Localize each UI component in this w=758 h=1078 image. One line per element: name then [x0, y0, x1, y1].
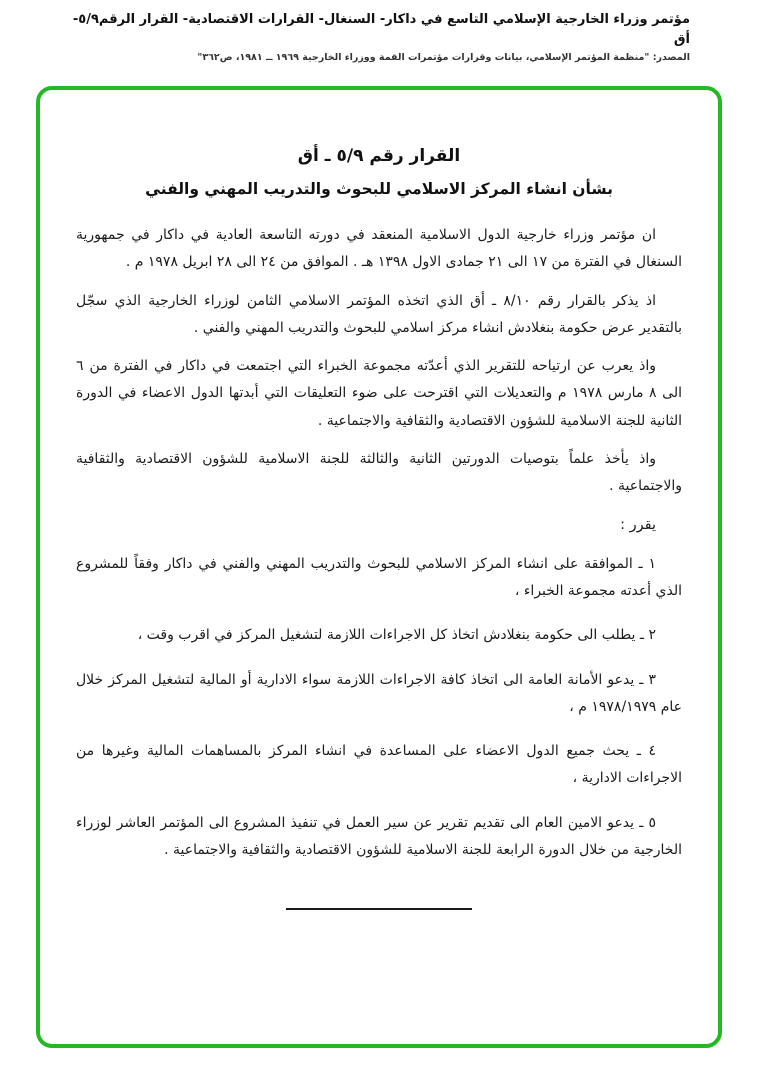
decision-item: ٤ ـ يحث جميع الدول الاعضاء على المساعدة في انشاء المركز بالمساهمات المالية وغيرها من الاجراءات الادارية ، [76, 743, 682, 787]
decides-label: يقرر : [620, 516, 656, 533]
resolution-subtitle: بشأن انشاء المركز الاسلامي للبحوث والتدريب المهني والفني [145, 180, 613, 198]
preamble-paragraph: واذ يأخذ علماً بتوصيات الدورتين الثانية والثالثة للجنة الاسلامية للشؤون الاقتصادية والثقافية والاجتماعية . [76, 451, 682, 495]
end-divider [286, 908, 472, 910]
decision-item: ٢ ـ يطلب الى حكومة بنغلادش اتخاذ كل الاجراءات اللازمة لتشغيل المركز في اقرب وقت ، [137, 627, 656, 644]
preamble-paragraph: واذ يعرب عن ارتياحه للتقرير الذي أعدّته مجموعة الخبراء التي اجتمعت في داكار في الفترة من ٦ الى ٨ مارس ١٩٧٨ م والتعديلات التي اقترحت على ضوء التعليقات التي أبدتها الدول الاعضاء في الدورة الثانية للجنة الاسلامية للشؤون الاقتصادية والثقافية والاجتماعية . [76, 358, 682, 429]
green-border-frame [36, 86, 722, 1048]
resolution-title: القرار رقم ٥/٩ ـ أق [297, 146, 461, 166]
decision-item: ٣ ـ يدعو الأمانة العامة الى اتخاذ كافة الاجراءات اللازمة سواء الادارية أو المالية لتشغيل المركز خلال عام ١٩٧٨/١٩٧٩ م ، [76, 671, 682, 715]
preamble-paragraph: ان مؤتمر وزراء خارجية الدول الاسلامية المنعقد في دورته التاسعة العادية في داكار في جمهورية السنغال في الفترة من ١٧ الى ٢١ جمادى الاول ١٣٩٨ هـ . الموافق من ٢٤ الى ٢٨ ابريل ١٩٧٨ م . [76, 227, 682, 271]
document-header-line: مؤتمر وزراء الخارجية الإسلامي التاسع في داكار- السنغال- القرارات الاقتصادية- القرار الرقم٥/٩- أق [72, 12, 690, 47]
decision-item: ٥ ـ يدعو الامين العام الى تقديم تقرير عن سير العمل في تنفيذ المشروع الى المؤتمر العاشر لوزراء الخارجية من خلال الدورة الرابعة للجنة الاسلامية للشؤون الاقتصادية والثقافية والاجتماعية . [76, 814, 682, 859]
resolution-body [40, 90, 718, 910]
document-source-line: المصدر: "منظمة المؤتمر الإسلامي، بيانات وقرارات مؤتمرات القمة ووزراء الخارجية ١٩٦٩ ــ ١٩٨١، ص٣٦٢" [197, 52, 690, 63]
preamble-paragraph: اذ يذكر بالقرار رقم ٨/١٠ ـ أق الذي اتخذه المؤتمر الاسلامي الثامن لوزراء الخارجية الذي سجّل بالتقدير عرض حكومة بنغلادش انشاء مركز اسلامي للبحوث والتدريب المهني والفني . [76, 292, 682, 336]
decision-item: ١ ـ الموافقة على انشاء المركز الاسلامي للبحوث والتدريب المهني والفني في داكار وفقاً للمشروع الذي أعدته مجموعة الخبراء ، [76, 555, 682, 599]
